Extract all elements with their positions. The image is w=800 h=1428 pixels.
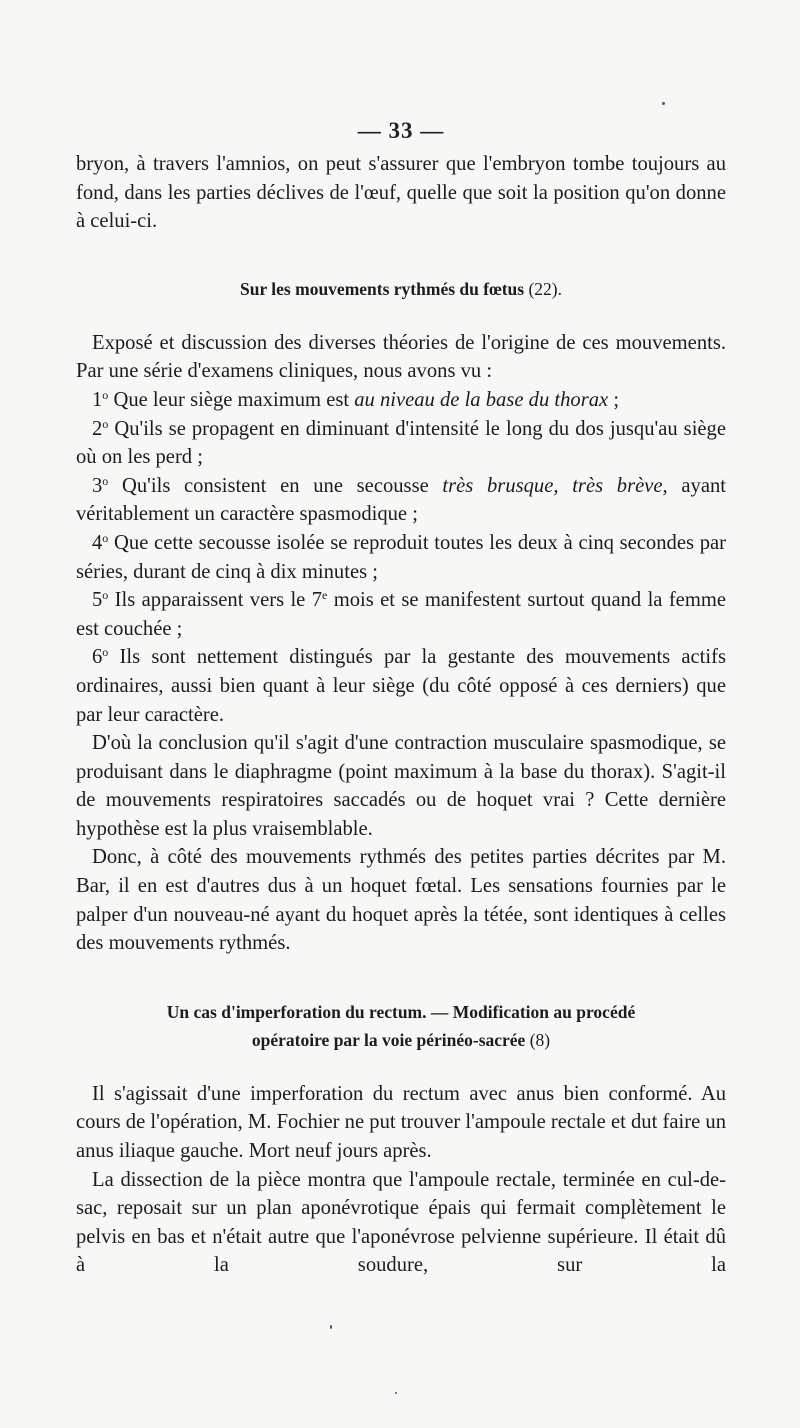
item-text: Ils apparaissent vers le 7 — [108, 589, 322, 612]
item-number: 3 — [92, 474, 103, 497]
ordinal-marker: o — [102, 530, 109, 545]
paper-speck — [330, 1325, 332, 1329]
ordinal-marker: o — [102, 387, 109, 402]
item-text: Qu'ils consistent en une secousse — [108, 474, 443, 497]
ordinal-marker: o — [102, 588, 109, 603]
italic-text: au niveau de la base du thorax — [354, 388, 609, 411]
italic-text: très brusque, très brève — [442, 474, 663, 497]
list-item-3 — [76, 472, 726, 529]
list-item-1 — [76, 386, 726, 415]
item-text: Que cette secousse isolée se reproduit toutes les deux à cinq secondes par séries, durant de cinq à dix minutes ; — [76, 531, 726, 583]
paper-speck — [662, 102, 665, 105]
superscript: e — [322, 588, 328, 603]
section-heading-imperforation — [76, 998, 726, 1054]
item-number: 2 — [92, 417, 103, 440]
reference-number: (22). — [528, 278, 562, 299]
section-title: Sur les mouvements rythmés du fœtus — [240, 278, 525, 299]
item-number: 1 — [92, 388, 103, 411]
case-paragraph-1: Il s'agissait d'une imperforation du rectum avec anus bien conformé. Au cours de l'opération, M. Fochier ne put trouver l'ampoule rectale et dut faire un anus iliaque gauche. Mort neuf jours après. — [76, 1082, 726, 1163]
item-text-end: mois et se manifestent surtout quand la femme est couchée ; — [76, 589, 726, 640]
section-intro-paragraph: Exposé et discussion des diverses théories de l'origine de ces mouvements. Par une série d'examens cliniques, nous avons vu : — [76, 331, 726, 383]
section-heading-rhythmic-movements — [76, 279, 726, 300]
list-item-2 — [76, 415, 726, 472]
item-text: Ils sont nettement distingués par la gestante des mouvements actifs ordinaires, aussi bien quant à leur siège (du côté opposé à ces derniers) que par leur caractère. — [76, 646, 726, 726]
ordinal-marker: o — [102, 416, 109, 431]
final-paragraph: Donc, à côté des mouvements rythmés des petites parties décrites par M. Bar, il en est d'autres dus à un hoquet fœtal. Les sensations fournies par le palper d'un nouveau-né ayant du hoquet après la tétée, sont identiques à celles des mouvements rythmés. — [76, 846, 726, 955]
list-item-4 — [76, 529, 726, 586]
item-text: Que leur siège maximum est — [108, 388, 355, 411]
section-title-text: opératoire par la voie périnéo-sacrée — [251, 1029, 526, 1050]
conclusion-paragraph: D'où la conclusion qu'il s'agit d'une contraction musculaire spasmodique, se produisant dans le diaphragme (point maximum à la base du thorax). S'agit-il de mouvements respiratoires saccadés ou de hoquet vrai ? Cette dernière hypothèse est la plus vraisemblable. — [76, 732, 726, 840]
list-item-6 — [76, 643, 726, 729]
item-number: 5 — [92, 589, 103, 612]
item-text-end: ; — [608, 388, 620, 411]
item-text: Qu'ils se propagent en diminuant d'intensité le long du dos jusqu'au siège où on les perd ; — [76, 417, 726, 469]
item-text-end: , ayant véritablement un caractère spasmodique ; — [76, 474, 726, 526]
section-title-line-2 — [76, 1026, 726, 1054]
item-number: 4 — [92, 531, 103, 554]
ordinal-marker: o — [102, 645, 109, 660]
case-paragraph-2: La dissection de la pièce montra que l'ampoule rectale, terminée en cul-de-sac, reposait sur un plan aponévrotique épais qui fermait complètement le pelvis en bas et n'était autre que l'aponévrose pelvienne supérieure. Il était dû à la soudure, sur la — [76, 1168, 726, 1277]
section-title-line-1: Un cas d'imperforation du rectum. — Modification au procédé — [166, 1001, 636, 1022]
intro-paragraph: bryon, à travers l'amnios, on peut s'assurer que l'embryon tombe toujours au fond, dans les parties déclives de l'œuf, quelle que soit la position qu'on donne à celui-ci. — [76, 153, 726, 233]
item-number: 6 — [92, 646, 103, 669]
reference-number: (8) — [529, 1029, 551, 1050]
page-number: — 33 — — [357, 118, 445, 143]
list-item-5 — [76, 586, 726, 643]
ordinal-marker: o — [102, 473, 109, 488]
paper-speck — [395, 1392, 397, 1394]
